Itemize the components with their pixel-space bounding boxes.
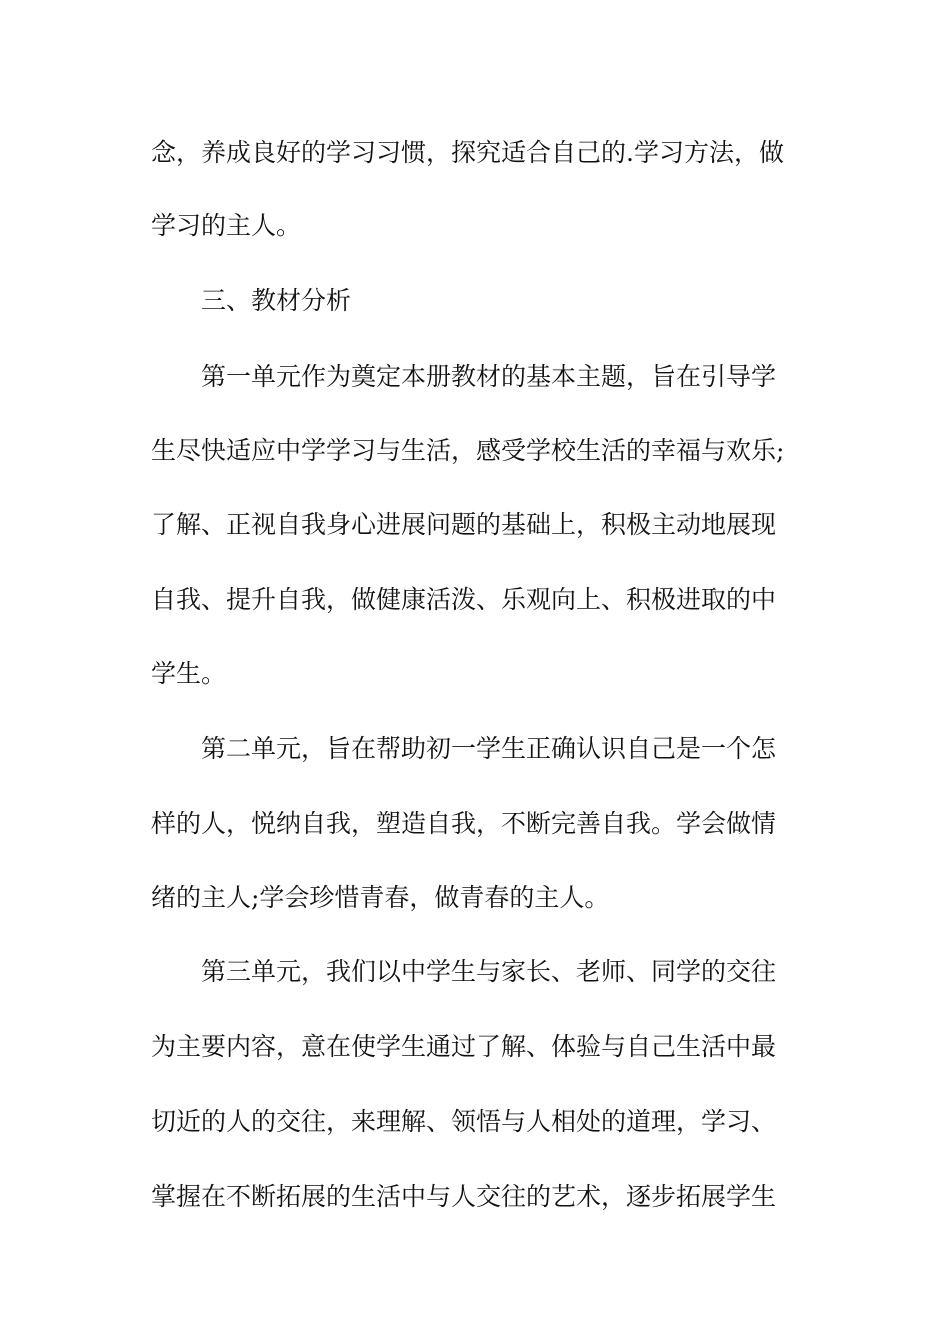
text-line: 生尽快适应中学学习与生活，感受学校生活的幸福与欢乐; <box>151 436 785 465</box>
section-heading: 三、教材分析 <box>201 286 352 315</box>
text-line: 样的人，悦纳自我，塑造自我，不断完善自我。学会做情 <box>151 809 777 838</box>
text-line: 切近的人的交往，来理解、领悟与人相处的道理，学习、 <box>151 1107 777 1136</box>
text-line: 自我、提升自我，做健康活泼、乐观向上、积极进取的中 <box>151 585 777 614</box>
text-line: 了解、正视自我身心进展问题的基础上，积极主动地展现 <box>151 510 777 539</box>
text-line: 绪的主人;学会珍惜青春，做青春的主人。 <box>151 883 610 912</box>
text-line: 念，养成良好的学习习惯，探究适合自己的.学习方法，做 <box>151 138 784 167</box>
text-line: 掌握在不断拓展的生活中与人交往的艺术，逐步拓展学生 <box>151 1182 777 1211</box>
text-line: 第二单元，旨在帮助初一学生正确认识自己是一个怎 <box>201 734 777 763</box>
text-line: 为主要内容，意在使学生通过了解、体验与自己生活中最 <box>151 1032 777 1061</box>
text-line: 第一单元作为奠定本册教材的基本主题，旨在引导学 <box>201 362 777 391</box>
text-line: 学生。 <box>151 659 227 688</box>
text-line: 学习的主人。 <box>151 211 302 240</box>
text-line: 第三单元，我们以中学生与家长、老师、同学的交往 <box>201 957 777 986</box>
